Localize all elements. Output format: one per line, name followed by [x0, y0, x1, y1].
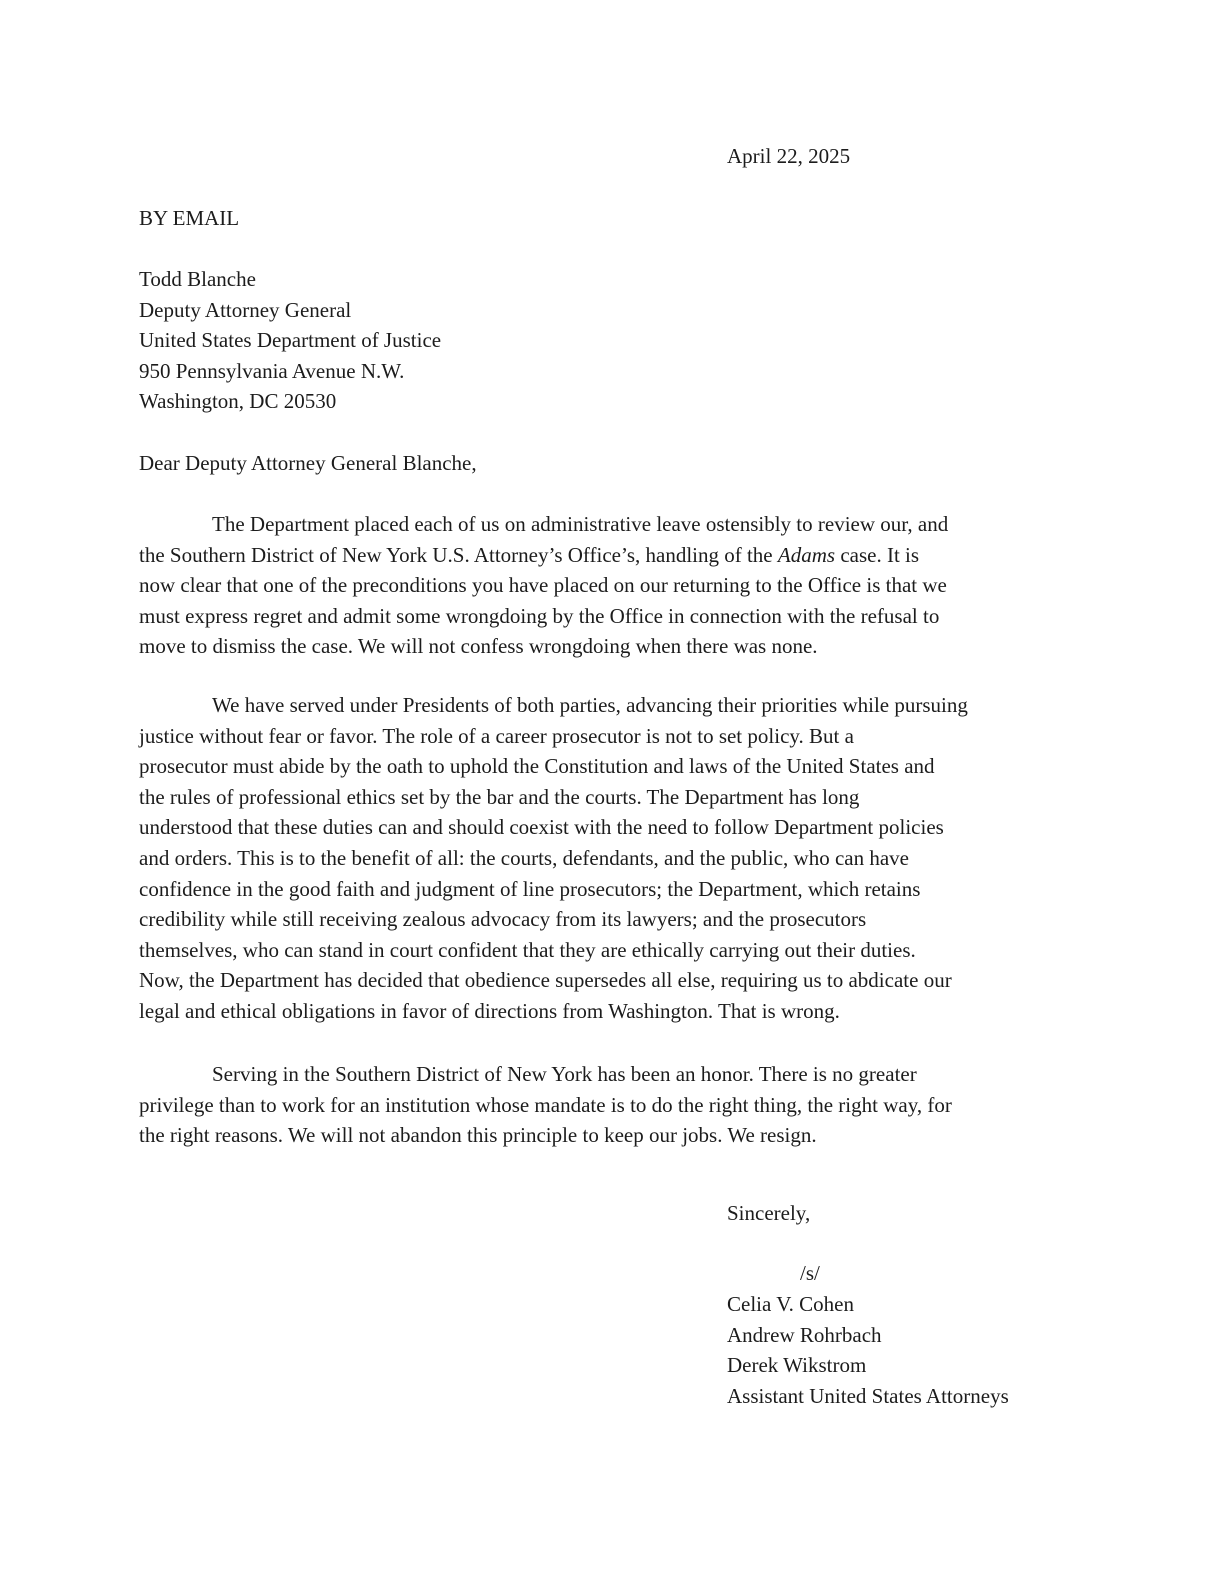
signer-name: Andrew Rohrbach [727, 1322, 882, 1347]
recipient-organization: United States Department of Justice [139, 328, 442, 353]
paragraph-line: confidence in the good faith and judgment of line prosecutors; the Department, which retains [139, 876, 921, 901]
paragraph-line: legal and ethical obligations in favor of directions from Washington. That is wrong. [139, 998, 840, 1023]
paragraph-line: the right reasons. We will not abandon this principle to keep our jobs. We resign. [139, 1123, 817, 1148]
paragraph-line: credibility while still receiving zealous advocacy from its lawyers; and the prosecutors [139, 907, 867, 932]
body-paragraph-2 [139, 690, 1101, 1027]
paragraph-text: case. It is [835, 542, 920, 567]
salutation: Dear Deputy Attorney General Blanche, [139, 451, 477, 475]
delivery-method: BY EMAIL [139, 206, 240, 230]
paragraph-line: We have served under Presidents of both parties, advancing their priorities while pursuing [212, 693, 968, 717]
recipient-title: Deputy Attorney General [139, 297, 352, 322]
paragraph-line: Now, the Department has decided that obedience supersedes all else, requiring us to abdicate our [139, 968, 952, 993]
closing: Sincerely, [727, 1201, 811, 1225]
paragraph-line: The Department placed each of us on administrative leave ostensibly to review our, and [212, 512, 949, 536]
letter-date: April 22, 2025 [727, 144, 851, 168]
signer-block [727, 1289, 1009, 1411]
signer-title: Assistant United States Attorneys [727, 1383, 1009, 1408]
paragraph-line: privilege than to work for an institution whose mandate is to do the right thing, the right way, for [139, 1092, 952, 1117]
paragraph-line: Serving in the Southern District of New York has been an honor. There is no greater [212, 1062, 917, 1086]
recipient-address-block [139, 264, 441, 417]
paragraph-line: themselves, who can stand in court confident that they are ethically carrying out their duties. [139, 937, 916, 962]
paragraph-line: justice without fear or favor. The role of a career prosecutor is not to set policy. But a [139, 723, 854, 748]
paragraph-line [139, 540, 1101, 571]
signer-name: Derek Wikstrom [727, 1353, 867, 1378]
recipient-city-state-zip: Washington, DC 20530 [139, 389, 337, 414]
signer-name: Celia V. Cohen [727, 1292, 854, 1316]
paragraph-text: the Southern District of New York U.S. Attorney’s Office’s, handling of the [139, 542, 778, 567]
paragraph-line: the rules of professional ethics set by the bar and the courts. The Department has long [139, 784, 860, 809]
paragraph-line: understood that these duties can and should coexist with the need to follow Department policies [139, 815, 944, 840]
paragraph-line: must express regret and admit some wrongdoing by the Office in connection with the refusal to [139, 603, 940, 628]
body-paragraph-1 [139, 509, 1101, 662]
body-paragraph-3 [139, 1059, 1101, 1151]
paragraph-line: and orders. This is to the benefit of all: the courts, defendants, and the public, who can have [139, 845, 909, 870]
signature-mark: /s/ [800, 1261, 820, 1285]
recipient-name: Todd Blanche [139, 267, 256, 291]
paragraph-line: move to dismiss the case. We will not confess wrongdoing when there was none. [139, 634, 818, 659]
recipient-street: 950 Pennsylvania Avenue N.W. [139, 358, 405, 383]
case-name-italic: Adams [777, 542, 836, 567]
paragraph-line: prosecutor must abide by the oath to uphold the Constitution and laws of the United States and [139, 754, 935, 779]
paragraph-line: now clear that one of the preconditions you have placed on our returning to the Office is that we [139, 573, 947, 598]
